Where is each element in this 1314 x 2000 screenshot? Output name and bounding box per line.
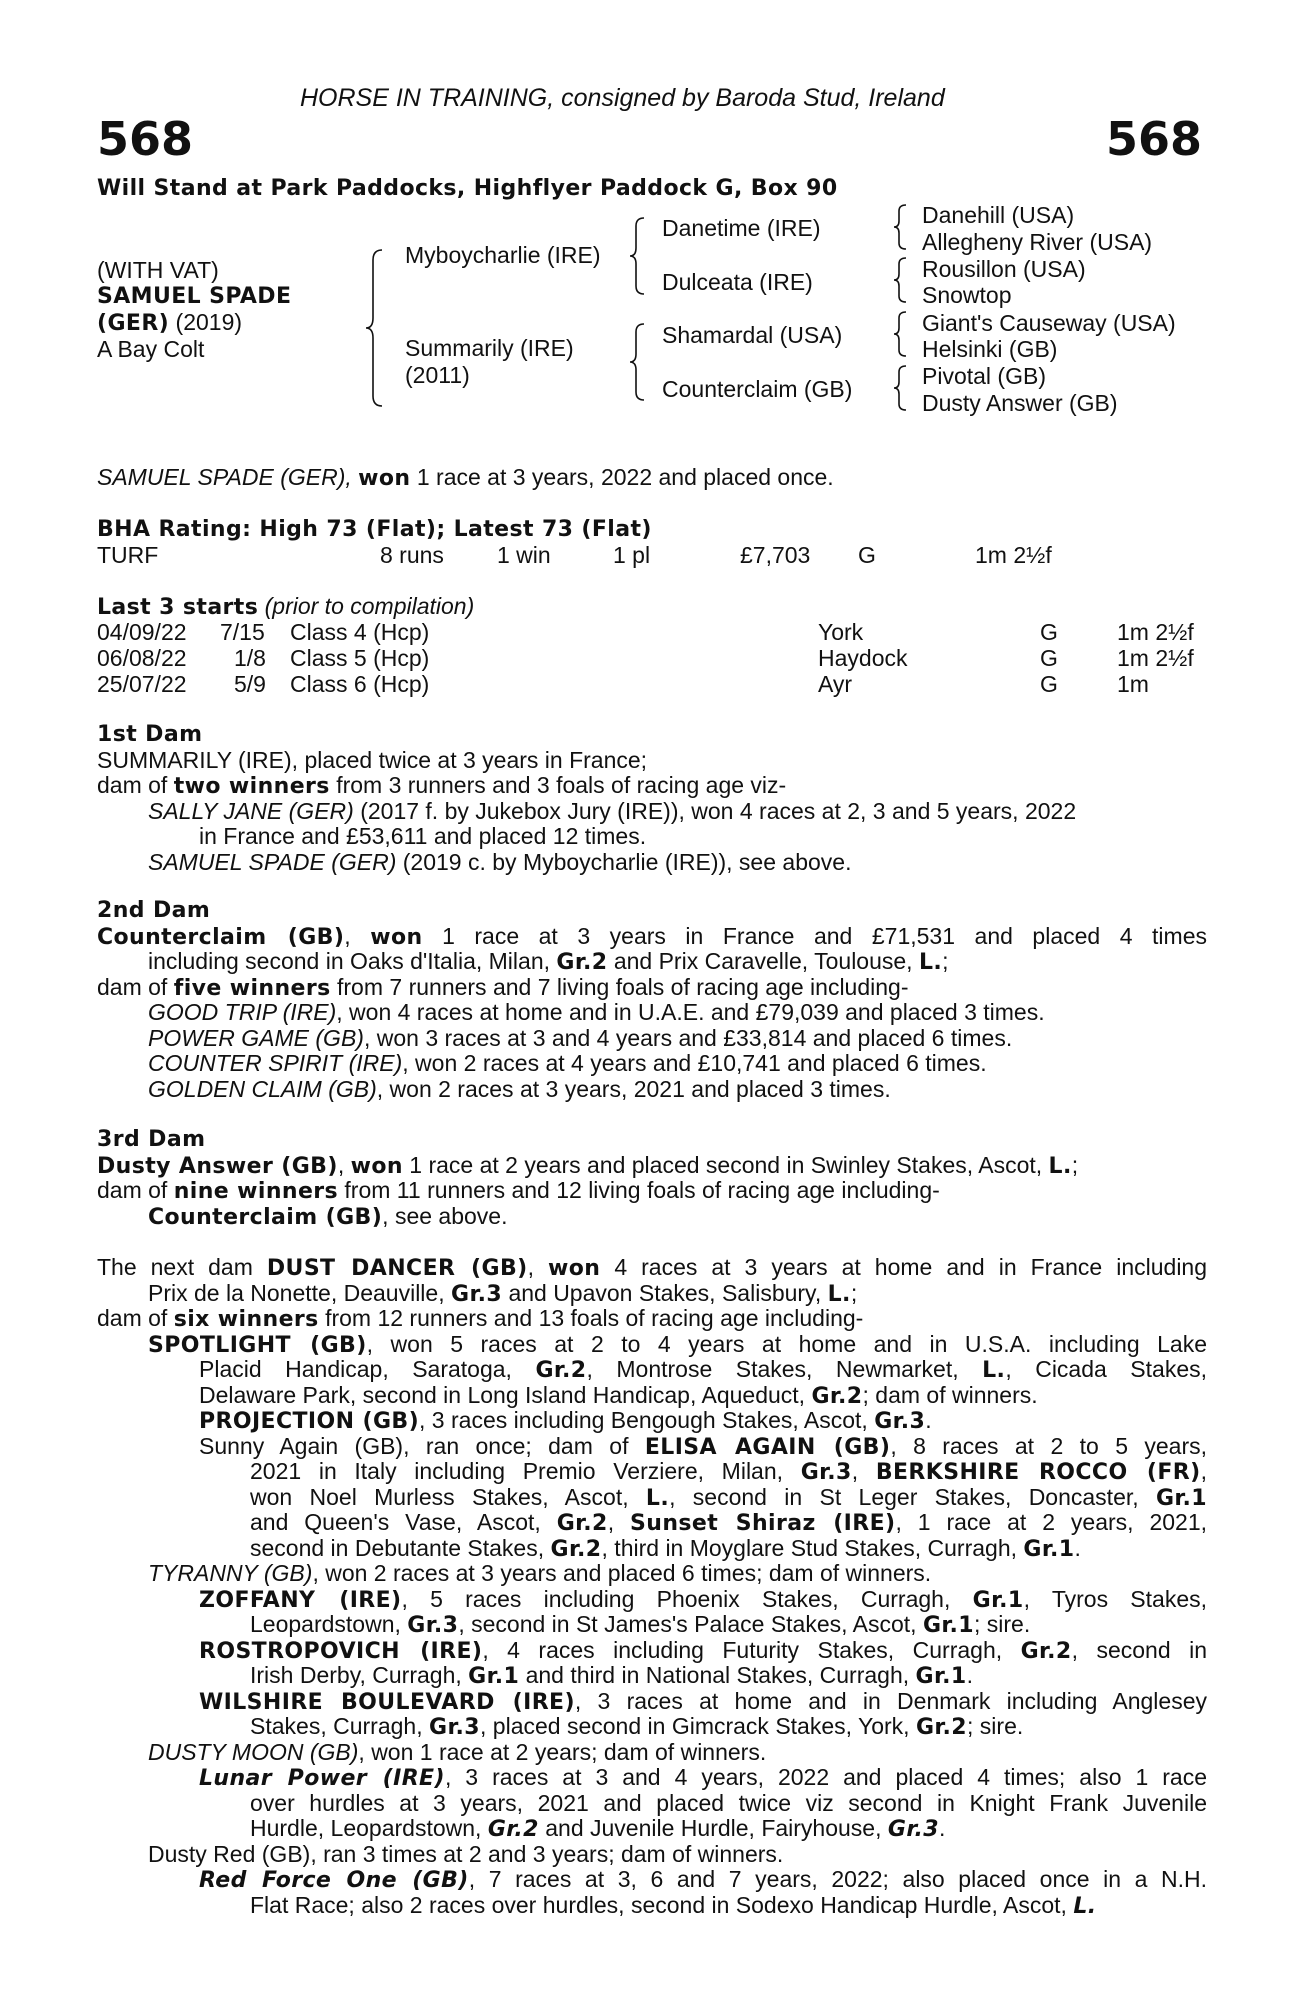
offspring-line: Placid Handicap, Saratoga, Gr.2, Montrose Stakes, Newmarket, L., Cicada Stakes,	[199, 1357, 1207, 1383]
start-distance: 1m 2½f	[1117, 645, 1194, 671]
ggs-brace-2	[892, 256, 908, 304]
offspring-line: Flat Race; also 2 races over hurdles, second in Sodexo Handicap Hurdle, Ascot, L.	[250, 1891, 1097, 1919]
offspring-line: Irish Derby, Curragh, Gr.1 and third in National Stakes, Curragh, Gr.1.	[250, 1662, 973, 1689]
second-dam-section	[97, 898, 1207, 1102]
start-going: G	[1040, 671, 1058, 697]
dam-line: dam of five winners from 7 runners and 7 living foals of racing age including-	[97, 973, 909, 1001]
offspring-line: Red Force One (GB), 7 races at 3, 6 and 7 years, 2022; also placed once in a N.H.	[199, 1867, 1207, 1893]
summary-horse: SAMUEL SPADE (GER),	[97, 464, 352, 490]
ggs-brace-1	[892, 203, 908, 251]
offspring-line: Dusty Red (GB), ran 3 times at 2 and 3 years; dam of winners.	[148, 1840, 784, 1867]
offspring-line: GOLDEN CLAIM (GB), won 2 races at 3 years, 2021 and placed 3 times.	[148, 1075, 891, 1102]
rating-surface: TURF	[97, 542, 159, 568]
offspring-line: ZOFFANY (IRE), 5 races including Phoenix Stakes, Curragh, Gr.1, Tyros Stakes,	[199, 1586, 1207, 1612]
horse-name: SAMUEL SPADE	[97, 284, 292, 309]
start-distance: 1m 2½f	[1117, 619, 1194, 645]
offspring-line: PROJECTION (GB), 3 races including Bengough Stakes, Ascot, Gr.3.	[199, 1407, 932, 1434]
start-course: York	[818, 619, 864, 645]
ggs-brace-4	[892, 364, 908, 412]
pedigree-sire: Myboycharlie (IRE)	[405, 242, 601, 268]
offspring-line: TYRANNY (GB), won 2 races at 3 years and placed 6 times; dam of winners.	[148, 1560, 932, 1586]
next-dam-section	[97, 1255, 1207, 1918]
consignment-line: HORSE IN TRAINING, consigned by Baroda Stud, Ireland	[300, 84, 945, 112]
rating-earnings: £7,703	[740, 542, 811, 568]
offspring-line: GOOD TRIP (IRE), won 4 races at home and in U.A.E. and £79,039 and placed 3 times.	[148, 999, 1045, 1025]
ggs-brace-3	[892, 310, 908, 358]
starts-title: Last 3 starts	[97, 595, 259, 620]
pedigree-ggs8: Dusty Answer (GB)	[922, 390, 1118, 416]
pedigree-gs4: Counterclaim (GB)	[662, 376, 853, 402]
offspring-line: WILSHIRE BOULEVARD (IRE), 3 races at home and in Denmark including Anglesey	[199, 1688, 1207, 1714]
start-date: 04/09/22	[97, 619, 187, 645]
offspring-line: SPOTLIGHT (GB), won 5 races at 2 to 4 years at home and in U.S.A. including Lake	[148, 1331, 1207, 1357]
offspring-line: SALLY JANE (GER) (2017 f. by Jukebox Jury (IRE)), won 4 races at 2, 3 and 5 years, 2022	[148, 797, 1077, 824]
race-summary	[97, 465, 834, 492]
pedigree-gs2: Dulceata (IRE)	[662, 269, 813, 295]
dam-line: dam of two winners from 3 runners and 3 foals of racing age viz-	[97, 772, 787, 799]
pedigree-gs3: Shamardal (USA)	[662, 322, 843, 348]
section-title: 3rd Dam	[97, 1127, 206, 1152]
offspring-line: DUSTY MOON (GB), won 1 race at 2 years; dam of winners.	[148, 1738, 767, 1765]
pedigree-ggs1: Danehill (USA)	[922, 202, 1075, 228]
dam-line: dam of six winners from 12 runners and 13 foals of racing age including-	[97, 1305, 864, 1332]
offspring-line: over hurdles at 3 years, 2021 and placed twice viz second in Knight Frank Juvenile	[250, 1790, 1207, 1816]
start-course: Ayr	[818, 671, 853, 697]
summary-rest: 1 race at 3 years, 2022 and placed once.	[416, 464, 834, 490]
rating-runs: 8 runs	[380, 542, 444, 568]
starts-subtitle: (prior to compilation)	[264, 593, 475, 619]
dam-line: Prix de la Nonette, Deauville, Gr.3 and Upavon Stakes, Salisbury, L.;	[148, 1279, 858, 1307]
start-class: Class 5 (Hcp)	[290, 645, 430, 671]
dam-line: Dusty Answer (GB), won 1 race at 2 years and placed second in Swinley Stakes, Ascot, L.;	[97, 1151, 1079, 1179]
start-going: G	[1040, 645, 1058, 671]
rating-going: G	[858, 542, 876, 568]
section-title: 2nd Dam	[97, 898, 211, 923]
lot-number-right: 568	[1105, 112, 1202, 166]
horse-description: A Bay Colt	[97, 336, 205, 362]
sire-dam-brace	[364, 248, 384, 408]
stand-location: Will Stand at Park Paddocks, Highflyer Paddock G, Box 90	[97, 176, 838, 201]
offspring-line: Counterclaim (GB), see above.	[148, 1202, 508, 1230]
start-pos: 7/15	[220, 619, 265, 645]
dam-line: including second in Oaks d'Italia, Milan, Gr.2 and Prix Caravelle, Toulouse, L.;	[148, 948, 949, 975]
offspring-line: COUNTER SPIRIT (IRE), won 2 races at 4 years and £10,741 and placed 6 times.	[148, 1050, 987, 1076]
lot-number-left: 568	[97, 112, 194, 166]
pedigree-dam: Summarily (IRE)	[405, 335, 574, 361]
start-class: Class 4 (Hcp)	[290, 619, 430, 645]
offspring-line: in France and £53,611 and placed 12 times.	[199, 823, 647, 849]
offspring-line: POWER GAME (GB), won 3 races at 3 and 4 years and £33,814 and placed 6 times.	[148, 1024, 1013, 1051]
vat-note: (WITH VAT)	[97, 257, 219, 283]
offspring-line: Delaware Park, second in Long Island Handicap, Aqueduct, Gr.2; dam of winners.	[199, 1381, 1038, 1409]
rating-title: BHA Rating: High 73 (Flat); Latest 73 (Flat)	[97, 517, 652, 542]
dam-line: dam of nine winners from 11 runners and 12 living foals of racing age including-	[97, 1177, 940, 1204]
dam-line: Counterclaim (GB), won 1 race at 3 years in France and £71,531 and placed 4 times	[97, 923, 1207, 949]
start-date: 06/08/22	[97, 645, 187, 671]
start-date: 25/07/22	[97, 671, 187, 697]
sire-line-brace	[628, 216, 646, 296]
offspring-line: SAMUEL SPADE (GER) (2019 c. by Myboycharlie (IRE)), see above.	[148, 848, 852, 875]
horse-origin-year	[97, 310, 242, 337]
offspring-line: won Noel Murless Stakes, Ascot, L., second in St Leger Stakes, Doncaster, Gr.1	[250, 1484, 1207, 1510]
pedigree-ggs4: Snowtop	[922, 282, 1012, 308]
offspring-line: Sunny Again (GB), ran once; dam of ELISA AGAIN (GB), 8 races at 2 to 5 years,	[199, 1433, 1207, 1459]
start-distance: 1m	[1117, 671, 1149, 697]
first-dam-section	[97, 722, 1207, 875]
pedigree-ggs3: Rousillon (USA)	[922, 256, 1086, 282]
offspring-line: ROSTROPOVICH (IRE), 4 races including Futurity Stakes, Curragh, Gr.2, second in	[199, 1637, 1207, 1663]
section-title: 1st Dam	[97, 722, 203, 747]
starts-heading	[97, 594, 474, 621]
pedigree-ggs6: Helsinki (GB)	[922, 336, 1058, 362]
rating-placed: 1 pl	[613, 542, 651, 568]
horse-country: (GER)	[97, 311, 170, 336]
third-dam-section	[97, 1127, 1207, 1229]
pedigree-ggs5: Giant's Causeway (USA)	[922, 310, 1176, 336]
dam-line: The next dam DUST DANCER (GB), won 4 races at 3 years at home and in France including	[97, 1255, 1207, 1281]
offspring-line: Lunar Power (IRE), 3 races at 3 and 4 years, 2022 and placed 4 times; also 1 race	[199, 1765, 1207, 1791]
horse-year: (2019)	[175, 309, 243, 335]
pedigree-dam-year: (2011)	[405, 362, 470, 388]
start-pos: 5/9	[234, 671, 266, 697]
offspring-line: second in Debutante Stakes, Gr.2, third in Moyglare Stud Stakes, Curragh, Gr.1.	[250, 1534, 1081, 1562]
offspring-line: Leopardstown, Gr.3, second in St James's Palace Stakes, Ascot, Gr.1; sire.	[250, 1611, 1031, 1638]
offspring-line: Hurdle, Leopardstown, Gr.2 and Juvenile Hurdle, Fairyhouse, Gr.3.	[250, 1815, 946, 1842]
rating-distance: 1m 2½f	[975, 542, 1052, 568]
start-pos: 1/8	[234, 645, 266, 671]
offspring-line: and Queen's Vase, Ascot, Gr.2, Sunset Shiraz (IRE), 1 race at 2 years, 2021,	[250, 1510, 1207, 1536]
pedigree-gs1: Danetime (IRE)	[662, 215, 821, 241]
start-going: G	[1040, 619, 1058, 645]
dam-line: SUMMARILY (IRE), placed twice at 3 years in France;	[97, 746, 648, 773]
pedigree-ggs2: Allegheny River (USA)	[922, 229, 1153, 255]
rating-wins: 1 win	[497, 542, 551, 568]
summary-won: won	[358, 466, 411, 491]
offspring-line: 2021 in Italy including Premio Verziere, Milan, Gr.3, BERKSHIRE ROCCO (FR),	[250, 1459, 1207, 1485]
dam-line-brace	[628, 322, 646, 402]
start-class: Class 6 (Hcp)	[290, 671, 430, 697]
pedigree-ggs7: Pivotal (GB)	[922, 363, 1046, 389]
start-course: Haydock	[818, 645, 908, 671]
offspring-line: Stakes, Curragh, Gr.3, placed second in Gimcrack Stakes, York, Gr.2; sire.	[250, 1713, 1024, 1740]
